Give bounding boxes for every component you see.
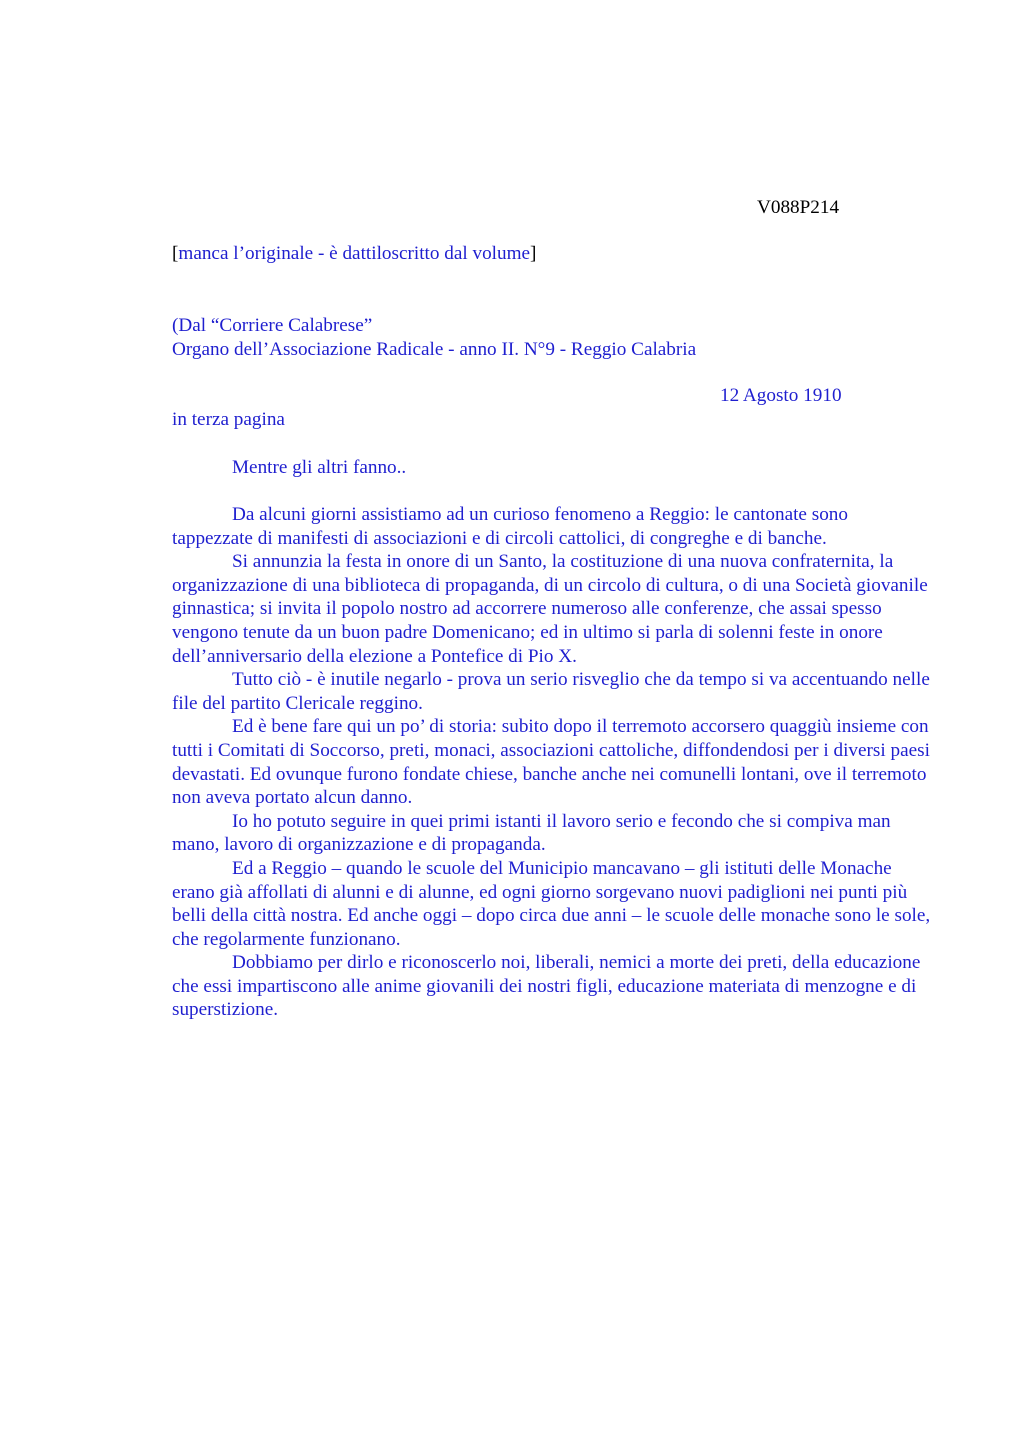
note-text: manca l’originale - è dattiloscritto dal volume — [178, 243, 531, 264]
article-body — [172, 503, 932, 1022]
article-paragraph: Dobbiamo per dirlo e riconoscerlo noi, liberali, nemici a morte dei preti, della educazione che essi impartiscono alle anime giovanili dei nostri figli, educazione materiata di menzogne e di superstizione. — [172, 952, 921, 1021]
source-newspaper: (Dal “Corriere Calabrese” — [172, 315, 373, 336]
article-paragraph: Si annunzia la festa in onore di un Santo, la costituzione di una nuova confraternita, la organizzazione di una biblioteca di propaganda, di un circolo di cultura, o di una Società giovanile ginnastica; si invita il popolo nostro ad accorrere numeroso alle conferenze, che assai spesso vengono tenute da un buon padre Domenicano; ed in ultimo si parla di solenni feste in onore dell’anniversario della elezione a Pontefice di Pio X. — [172, 551, 928, 667]
page-location-note: in terza pagina — [172, 409, 285, 430]
article-paragraph: Tutto ciò - è inutile negarlo - prova un serio risveglio che da tempo si va accentuando nelle file del partito Clericale reggino. — [172, 669, 930, 714]
article-paragraph: Da alcuni giorni assistiamo ad un curioso fenomeno a Reggio: le cantonate sono tappezzate di manifesti di associazioni e di circoli cattolici, di congreghe e di banche. — [172, 504, 848, 549]
article-paragraph: Ed a Reggio – quando le scuole del Municipio mancavano – gli istituti delle Monache erano già affollati di alunni e di alunne, ed ogni giorno sorgevano nuovi padiglioni nei punti più belli della città nostra. Ed anche oggi – dopo circa due anni – le scuole delle monache sono le sole, che regolarmente funzionano. — [172, 857, 931, 950]
source-block — [172, 314, 696, 361]
article-paragraph: Io ho potuto seguire in quei primi istanti il lavoro serio e fecondo che si compiva man mano, lavoro di organizzazione e di propaganda. — [172, 810, 891, 856]
note-close-bracket: ] — [530, 243, 537, 264]
note-open-bracket: [ — [172, 243, 179, 264]
article-paragraph: Ed è bene fare qui un po’ di storia: subito dopo il terremoto accorsero quaggiù insieme con tutti i Comitati di Soccorso, preti, monaci, associazioni cattoliche, diffondendosi per i diversi paesi devastati. Ed ovunque furono fondate chiese, banche anche nei comunelli lontani, ove il terremoto non aveva portato alcun danno. — [172, 716, 930, 809]
article-date: 12 Agosto 1910 — [720, 385, 842, 406]
source-organ: Organo dell’Associazione Radicale - anno II. N°9 - Reggio Calabria — [172, 338, 697, 360]
document-code: V088P214 — [757, 197, 840, 218]
transcription-note — [172, 242, 536, 266]
article-title: Mentre gli altri fanno.. — [232, 457, 407, 478]
